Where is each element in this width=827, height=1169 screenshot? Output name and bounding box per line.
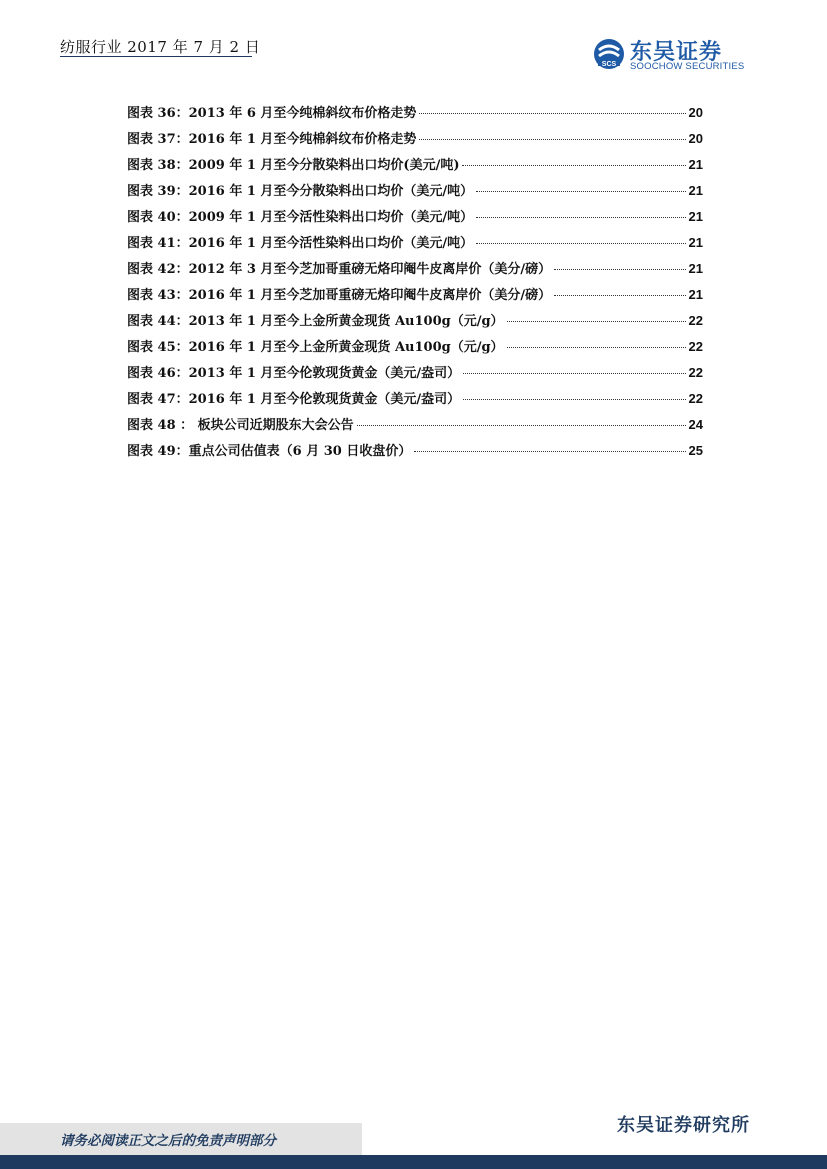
toc-entry-page: 21	[688, 235, 703, 250]
footer-disclaimer-box	[0, 1123, 362, 1155]
footer-bar	[0, 1155, 827, 1169]
scs-logo-icon	[593, 38, 625, 70]
toc-entry[interactable]	[127, 285, 703, 311]
toc-entry[interactable]	[127, 441, 703, 467]
toc-dot-leader	[462, 165, 685, 166]
toc-dot-leader	[507, 321, 686, 322]
toc-entry[interactable]	[127, 155, 703, 181]
toc-dot-leader	[414, 451, 685, 452]
toc-entry-page: 21	[688, 287, 703, 302]
toc-entry-title: 图表 43：2016 年 1 月至今芝加哥重磅无烙印阉牛皮离岸价（美分/磅）	[127, 288, 552, 303]
toc-entry[interactable]	[127, 233, 703, 259]
toc-dot-leader	[357, 425, 686, 426]
toc-entry-page: 22	[688, 339, 703, 354]
toc-entry[interactable]	[127, 363, 703, 389]
toc-entry-page: 24	[688, 417, 703, 432]
toc-entry-title: 图表 39：2016 年 1 月至今分散染料出口均价（美元/吨）	[127, 184, 474, 199]
toc-entry-title: 图表 40：2009 年 1 月至今活性染料出口均价（美元/吨）	[127, 210, 474, 225]
toc-entry-page: 21	[688, 209, 703, 224]
toc-entry-page: 21	[688, 261, 703, 276]
toc-entry-page: 21	[688, 183, 703, 198]
toc-entry[interactable]	[127, 259, 703, 285]
toc-entry-title: 图表 47：2016 年 1 月至今伦敦现货黄金（美元/盎司）	[127, 392, 461, 407]
toc-dot-leader	[419, 139, 685, 140]
toc-entry-page: 22	[688, 391, 703, 406]
toc-entry[interactable]	[127, 129, 703, 155]
toc-dot-leader	[419, 113, 685, 114]
figure-index-list	[127, 103, 703, 467]
toc-entry-title: 图表 41：2016 年 1 月至今活性染料出口均价（美元/吨）	[127, 236, 474, 251]
toc-entry-page: 22	[688, 365, 703, 380]
toc-entry[interactable]	[127, 103, 703, 129]
toc-entry[interactable]	[127, 207, 703, 233]
toc-dot-leader	[476, 243, 685, 244]
toc-entry[interactable]	[127, 311, 703, 337]
toc-entry[interactable]	[127, 181, 703, 207]
toc-dot-leader	[554, 269, 685, 270]
toc-entry-page: 25	[688, 443, 703, 458]
toc-dot-leader	[463, 399, 685, 400]
toc-entry-title: 图表 45：2016 年 1 月至今上金所黄金现货 Au100g（元/g）	[127, 340, 504, 355]
toc-entry-page: 21	[688, 157, 703, 172]
company-logo	[593, 38, 763, 74]
toc-entry-page: 20	[688, 131, 703, 146]
toc-entry[interactable]	[127, 415, 703, 441]
toc-entry[interactable]	[127, 337, 703, 363]
toc-entry-title: 图表 37：2016 年 1 月至今纯棉斜纹布价格走势	[127, 132, 417, 147]
toc-entry-title: 图表 49：重点公司估值表（6 月 30 日收盘价）	[127, 444, 412, 459]
toc-entry-page: 20	[688, 105, 703, 120]
toc-dot-leader	[554, 295, 685, 296]
footer-disclaimer: 请务必阅读正文之后的免责声明部分	[60, 1133, 276, 1149]
toc-dot-leader	[463, 373, 685, 374]
toc-dot-leader	[476, 191, 685, 192]
toc-entry-page: 22	[688, 313, 703, 328]
logo-english-name: SOOCHOW SECURITIES	[630, 61, 745, 72]
toc-dot-leader	[507, 347, 686, 348]
toc-entry[interactable]	[127, 389, 703, 415]
svg-text:SCS: SCS	[601, 61, 617, 68]
toc-entry-title: 图表 36：2013 年 6 月至今纯棉斜纹布价格走势	[127, 106, 417, 121]
logo-chinese-name: 东吴证券	[630, 40, 723, 65]
toc-entry-title: 图表 48 ： 板块公司近期股东大会公告	[127, 418, 354, 433]
toc-entry-title: 图表 46：2013 年 1 月至今伦敦现货黄金（美元/盎司）	[127, 366, 461, 381]
toc-entry-title: 图表 38：2009 年 1 月至今分散染料出口均价(美元/吨)	[127, 158, 460, 173]
header-underline	[60, 56, 252, 57]
header-report-info: 纺服行业 2017 年 7 月 2 日	[60, 38, 261, 56]
toc-entry-title: 图表 44：2013 年 1 月至今上金所黄金现货 Au100g（元/g）	[127, 314, 504, 329]
toc-entry-title: 图表 42：2012 年 3 月至今芝加哥重磅无烙印阉牛皮离岸价（美分/磅）	[127, 262, 552, 277]
footer-organization: 东吴证券研究所	[617, 1115, 750, 1136]
toc-dot-leader	[476, 217, 685, 218]
